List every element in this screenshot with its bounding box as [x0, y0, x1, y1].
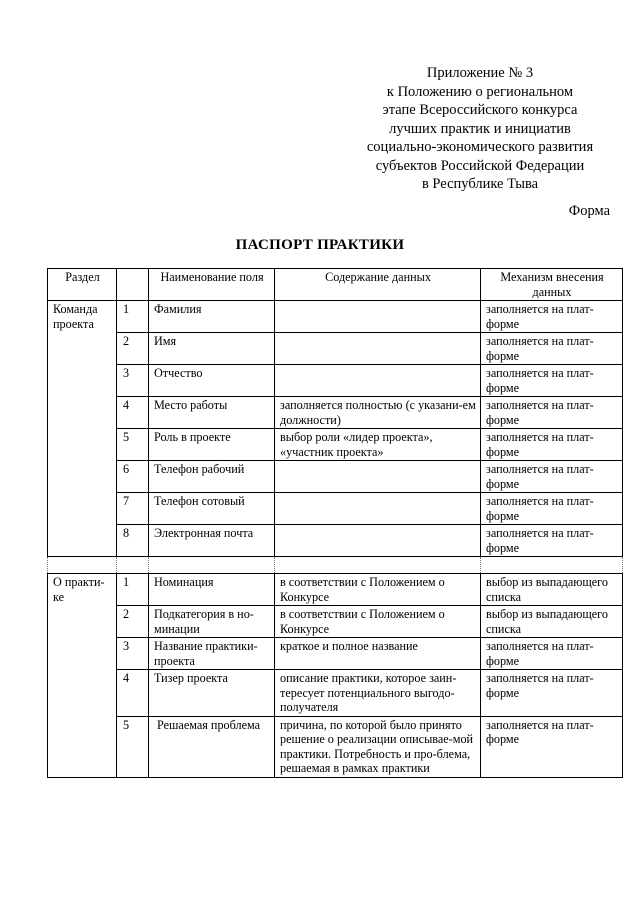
separator-cell: [117, 557, 149, 574]
row-field: Телефон сотовый: [149, 493, 275, 525]
row-mechanism: заполняется на плат-форме: [481, 493, 623, 525]
header-field: Наименование поля: [149, 269, 275, 301]
row-field: Тизер проекта: [149, 670, 275, 717]
row-field: Подкатегория в но-минации: [149, 606, 275, 638]
table-row: [48, 461, 623, 493]
document-title: ПАСПОРТ ПРАКТИКИ: [235, 237, 405, 253]
row-num: 1: [117, 574, 149, 606]
row-mechanism: заполняется на плат-форме: [481, 670, 623, 717]
separator-cell: [481, 557, 623, 574]
row-content: заполняется полностью (с указани-ем должности): [275, 397, 481, 429]
table-row: [48, 333, 623, 365]
row-content: в соответствии с Положением о Конкурсе: [275, 574, 481, 606]
row-content: причина, по которой было принято решение о реализации описывае-мой практики. Потребность и про-блема, решаемая в рамках практики: [275, 716, 481, 777]
row-mechanism: выбор из выпадающего списка: [481, 606, 623, 638]
row-mechanism: заполняется на плат-форме: [481, 429, 623, 461]
row-mechanism: заполняется на плат-форме: [481, 365, 623, 397]
table-row: [48, 638, 623, 670]
header-content: Содержание данных: [275, 269, 481, 301]
row-content: [275, 365, 481, 397]
separator-cell: [48, 557, 117, 574]
row-content: [275, 493, 481, 525]
appendix-line: в Республике Тыва: [421, 176, 539, 192]
row-num: 7: [117, 493, 149, 525]
header-num: [117, 269, 149, 301]
table-row: [48, 525, 623, 557]
table-row: [48, 429, 623, 461]
row-content: выбор роли «лидер проекта», «участник проекта»: [275, 429, 481, 461]
row-num: 4: [117, 670, 149, 717]
row-field: Название практики-проекта: [149, 638, 275, 670]
table-header-row: [48, 269, 623, 301]
appendix-line: субъектов Российской Федерации: [375, 157, 585, 174]
row-num: 3: [117, 365, 149, 397]
row-field: Электронная почта: [149, 525, 275, 557]
row-content: описание практики, которое заин-тересует потенциального выгодо-получателя: [275, 670, 481, 717]
row-field: Телефон рабочий: [149, 461, 275, 493]
row-field: Решаемая проблема: [149, 716, 275, 777]
row-field: Место работы: [149, 397, 275, 429]
row-field: Фамилия: [149, 301, 275, 333]
row-content: [275, 333, 481, 365]
passport-table: [47, 268, 623, 778]
row-mechanism: заполняется на плат-форме: [481, 397, 623, 429]
row-content: [275, 525, 481, 557]
row-mechanism: выбор из выпадающего списка: [481, 574, 623, 606]
section-name: О практи-ке: [48, 574, 117, 778]
row-num: 1: [117, 301, 149, 333]
row-field: Имя: [149, 333, 275, 365]
row-num: 4: [117, 397, 149, 429]
table-row: [48, 606, 623, 638]
appendix-line: этапе Всероссийского конкурса: [382, 102, 578, 118]
row-content: [275, 461, 481, 493]
appendix-line: лучших практик и инициатив: [389, 120, 571, 137]
row-mechanism: заполняется на плат-форме: [481, 333, 623, 365]
separator-cell: [149, 557, 275, 574]
row-num: 3: [117, 638, 149, 670]
row-num: 5: [117, 716, 149, 777]
table-row: [48, 365, 623, 397]
row-field: Роль в проекте: [149, 429, 275, 461]
row-num: 8: [117, 525, 149, 557]
row-mechanism: заполняется на плат-форме: [481, 716, 623, 777]
row-num: 2: [117, 606, 149, 638]
appendix-line: социально-экономического развития: [366, 139, 594, 155]
header-section: Раздел: [48, 269, 117, 301]
row-content: [275, 301, 481, 333]
separator-cell: [275, 557, 481, 574]
row-num: 5: [117, 429, 149, 461]
table-row: [48, 301, 623, 333]
appendix-line: Приложение № 3: [426, 65, 534, 81]
header-mechanism: Механизм внесения данных: [481, 269, 623, 301]
appendix-line: к Положению о региональном: [386, 83, 574, 100]
row-content: краткое и полное название: [275, 638, 481, 670]
table-row: [48, 493, 623, 525]
table-row: [48, 574, 623, 606]
row-field: Отчество: [149, 365, 275, 397]
row-mechanism: заполняется на плат-форме: [481, 301, 623, 333]
section-name: Команда проекта: [48, 301, 117, 557]
table-row: [48, 716, 623, 777]
row-num: 2: [117, 333, 149, 365]
section-separator-row: [48, 557, 623, 574]
row-content: в соответствии с Положением о Конкурсе: [275, 606, 481, 638]
table-row: [48, 670, 623, 717]
row-num: 6: [117, 461, 149, 493]
row-mechanism: заполняется на плат-форме: [481, 525, 623, 557]
row-field: Номинация: [149, 574, 275, 606]
form-label: Форма: [568, 203, 610, 219]
row-mechanism: заполняется на плат-форме: [481, 461, 623, 493]
appendix-header: [330, 64, 630, 194]
table-row: [48, 397, 623, 429]
row-mechanism: заполняется на плат-форме: [481, 638, 623, 670]
